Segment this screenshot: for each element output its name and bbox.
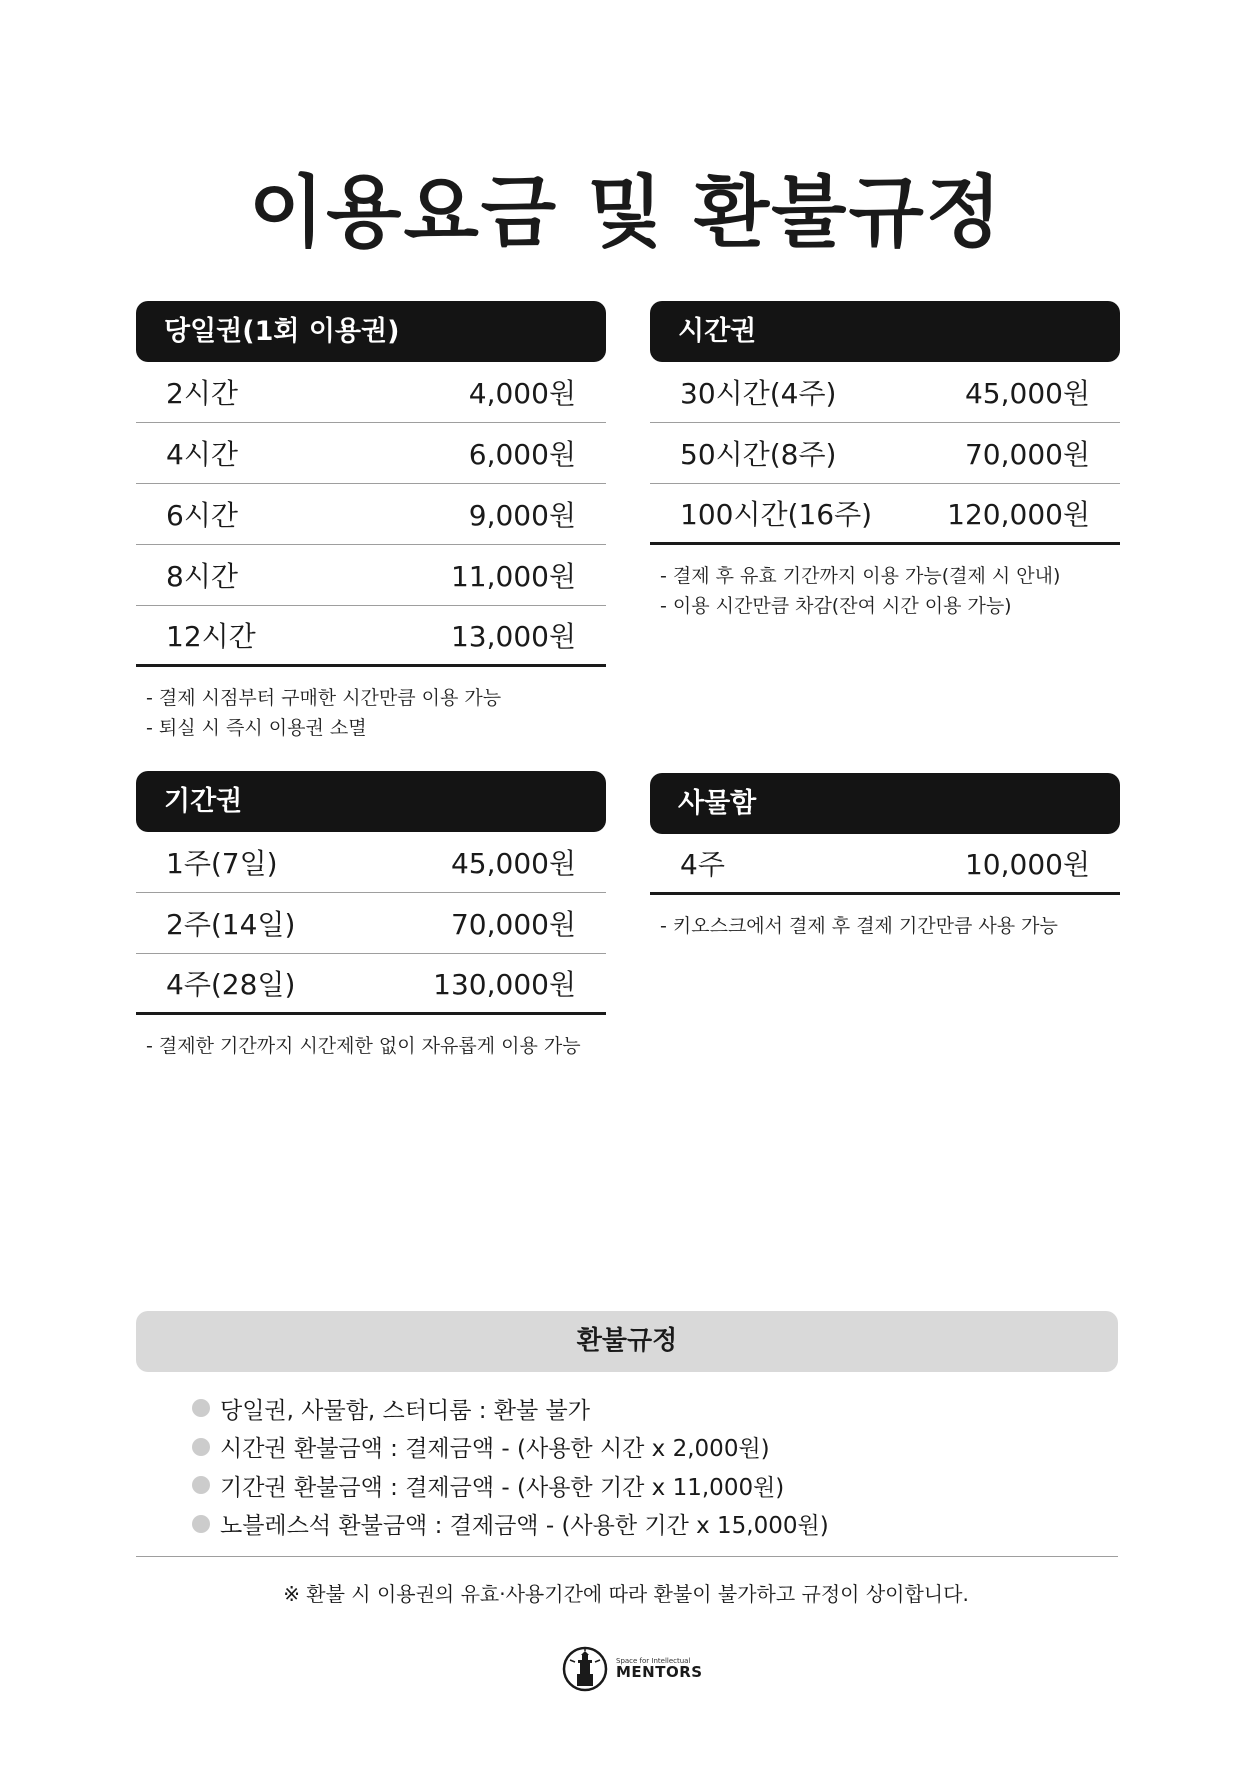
bullet-icon — [192, 1438, 210, 1456]
note-item: - 결제한 기간까지 시간제한 없이 자유롭게 이용 가능 — [146, 1035, 581, 1057]
row-price: 4,000원 — [468, 377, 576, 410]
note-item: - 결제 후 유효 기간까지 이용 가능(결제 시 안내) — [660, 565, 1061, 587]
row-price: 130,000원 — [433, 968, 576, 1001]
section-header: 사물함 — [650, 773, 1120, 834]
logo-tagline: Space for Intellectual — [616, 1657, 691, 1665]
bullet-icon — [192, 1476, 210, 1494]
row-label: 4시간 — [166, 438, 238, 471]
section-locker — [650, 773, 1120, 941]
divider — [136, 1556, 1118, 1557]
notes — [650, 545, 1120, 621]
row-price: 9,000원 — [468, 499, 576, 532]
row-label: 2주(14일) — [166, 908, 296, 941]
row-price: 10,000원 — [964, 848, 1090, 881]
row-price: 45,000원 — [964, 377, 1090, 410]
refund-item — [192, 1389, 829, 1428]
row-label: 1주(7일) — [166, 847, 278, 880]
price-list — [650, 362, 1120, 545]
row-price: 45,000원 — [450, 847, 576, 880]
price-row — [650, 423, 1120, 484]
section-header: 시간권 — [650, 301, 1120, 362]
section-header: 당일권(1회 이용권) — [136, 301, 606, 362]
row-price: 70,000원 — [450, 908, 576, 941]
refund-header: 환불규정 — [136, 1311, 1118, 1372]
section-header: 기간권 — [136, 771, 606, 832]
price-row — [136, 954, 606, 1015]
logo-name: MENTORS — [616, 1663, 703, 1681]
refund-item — [192, 1466, 829, 1505]
price-row — [136, 893, 606, 954]
row-label: 50시간(8주) — [680, 438, 837, 471]
refund-item-text: 기간권 환불금액 : 결제금액 - (사용한 기간 x 11,000원) — [220, 1474, 785, 1501]
refund-item — [192, 1428, 829, 1467]
logo-text — [616, 1658, 703, 1680]
row-price: 13,000원 — [450, 620, 576, 653]
price-list — [136, 832, 606, 1015]
price-list — [650, 834, 1120, 895]
row-price: 120,000원 — [947, 498, 1090, 531]
refund-list — [192, 1389, 829, 1543]
price-row — [136, 832, 606, 893]
price-row — [650, 834, 1120, 895]
row-price: 6,000원 — [468, 438, 576, 471]
row-price: 11,000원 — [450, 560, 576, 593]
refund-footnote: ※ 환불 시 이용권의 유효·사용기간에 따라 환불이 불가하고 규정이 상이합니다. — [283, 1582, 969, 1606]
note-item: - 키오스크에서 결제 후 결제 기간만큼 사용 가능 — [660, 915, 1058, 937]
refund-item — [192, 1505, 829, 1544]
price-row — [650, 362, 1120, 423]
row-label: 4주 — [680, 848, 725, 881]
lighthouse-icon — [562, 1646, 608, 1692]
refund-item-text: 시간권 환불금액 : 결제금액 - (사용한 시간 x 2,000원) — [220, 1436, 770, 1463]
refund-item-text: 당일권, 사물함, 스터디룸 : 환불 불가 — [220, 1397, 590, 1424]
row-label: 12시간 — [166, 620, 256, 653]
note-item: - 이용 시간만큼 차감(잔여 시간 이용 가능) — [660, 595, 1012, 617]
row-label: 4주(28일) — [166, 968, 296, 1001]
row-price: 70,000원 — [964, 438, 1090, 471]
note-item: - 퇴실 시 즉시 이용권 소멸 — [146, 717, 367, 739]
notes — [136, 1015, 606, 1061]
row-label: 2시간 — [166, 377, 238, 410]
section-daily-pass — [136, 301, 606, 743]
price-row — [136, 423, 606, 484]
row-label: 100시간(16주) — [680, 498, 873, 531]
row-label: 6시간 — [166, 499, 238, 532]
price-row — [136, 606, 606, 667]
notes — [650, 895, 1120, 941]
row-label: 30시간(4주) — [680, 377, 837, 410]
price-row — [136, 362, 606, 423]
note-item: - 결제 시점부터 구매한 시간만큼 이용 가능 — [146, 687, 502, 709]
price-row — [136, 545, 606, 606]
notes — [136, 667, 606, 743]
section-period-pass — [136, 771, 606, 1061]
price-list — [136, 362, 606, 667]
bullet-icon — [192, 1399, 210, 1417]
price-row — [650, 484, 1120, 545]
price-row — [136, 484, 606, 545]
row-label: 8시간 — [166, 560, 238, 593]
mentors-logo — [562, 1646, 703, 1692]
refund-item-text: 노블레스석 환불금액 : 결제금액 - (사용한 기간 x 15,000원) — [220, 1513, 829, 1540]
page-title: 이용요금 및 환불규정 — [248, 168, 1004, 258]
bullet-icon — [192, 1515, 210, 1533]
section-time-pass — [650, 301, 1120, 621]
